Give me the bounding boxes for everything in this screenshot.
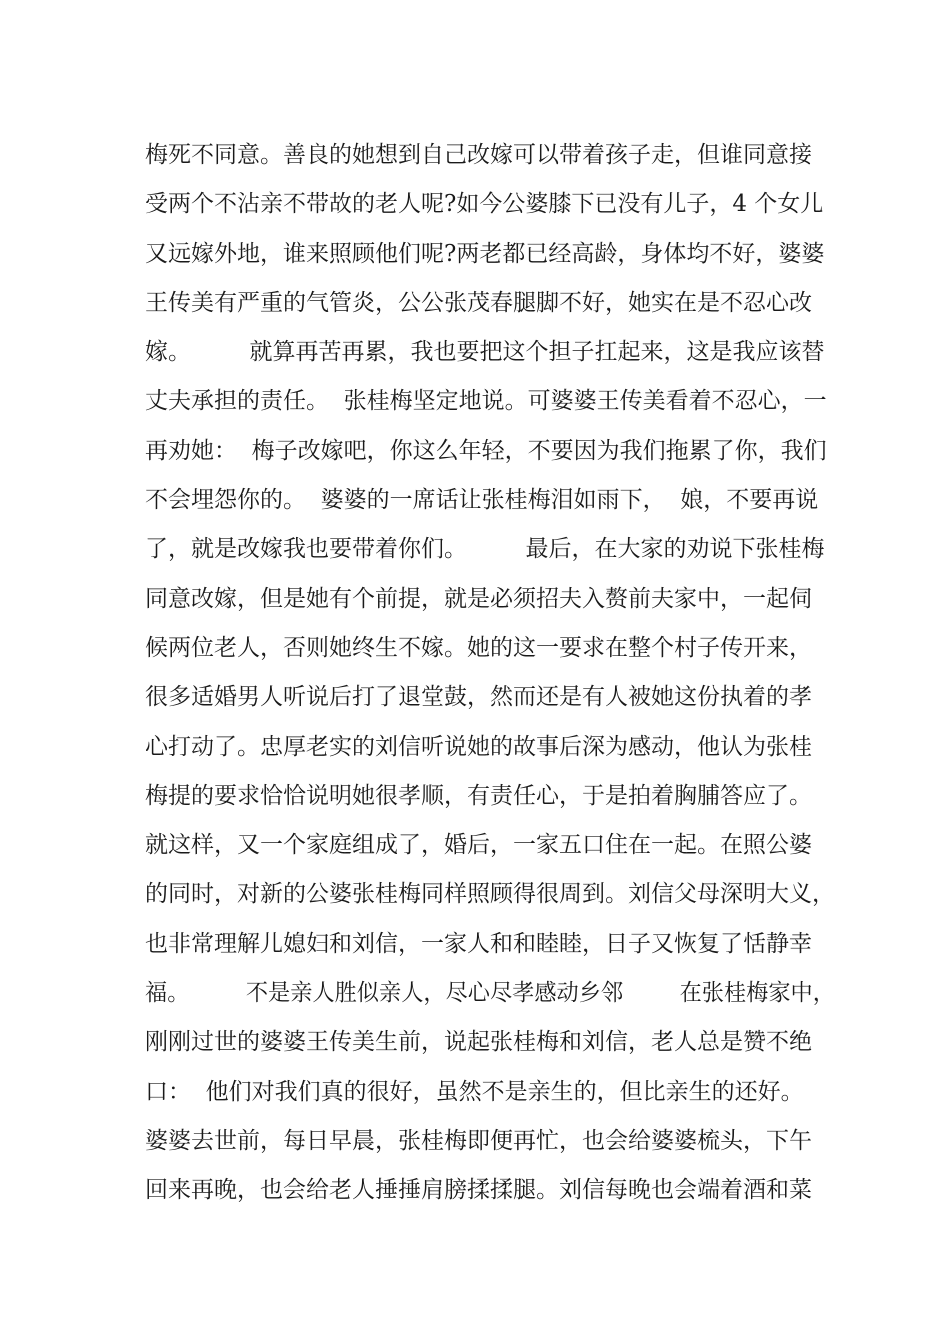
text-line: 很多适婚男人听说后打了退堂鼓，然而还是有人被她这份执着的孝 bbox=[145, 684, 812, 711]
text-line: 梅死不同意。善良的她想到自己改嫁可以带着孩子走，但谁同意接 bbox=[145, 142, 812, 168]
text-line: 同意改嫁，但是她有个前提，就是必须招夫入赘前夫家中，一起伺 bbox=[145, 585, 812, 612]
text-line: 再劝她： 梅子改嫁吧，你这么年轻，不要因为我们拖累了你，我们 bbox=[145, 437, 827, 464]
text-line: 也非常理解儿媳妇和刘信，一家人和和睦睦，日子又恢复了恬静幸 bbox=[145, 930, 812, 957]
text-line: 了，就是改嫁我也要带着你们。 最后，在大家的劝说下张桂梅 bbox=[145, 536, 825, 563]
text-line: 王传美有严重的气管炎，公公张茂春腿脚不好，她实在是不忍心改 bbox=[145, 289, 812, 316]
text-line: 嫁。 就算再苦再累，我也要把这个担子扛起来，这是我应该替 bbox=[145, 339, 825, 366]
text-line: 刚刚过世的婆婆王传美生前，说起张桂梅和刘信，老人总是赞不绝 bbox=[145, 1029, 812, 1056]
text-line: 梅提的要求恰恰说明她很孝顺，有责任心，于是拍着胸脯答应了。 bbox=[145, 782, 812, 809]
text-line: 候两位老人，否则她终生不嫁。她的这一要求在整个村子传开来， bbox=[145, 634, 812, 661]
text-line: 不会埋怨你的。 婆婆的一席话让张桂梅泪如雨下， 娘，不要再说 bbox=[145, 487, 819, 514]
text-line: 丈夫承担的责任。 张桂梅坚定地说。可婆婆王传美看着不忍心，一 bbox=[145, 388, 827, 415]
text-line: 回来再晚，也会给老人捶捶肩膀揉揉腿。刘信每晚也会端着酒和菜 bbox=[145, 1177, 812, 1204]
text-line: 口： 他们对我们真的很好，虽然不是亲生的，但比亲生的还好。 bbox=[145, 1078, 804, 1105]
text-line: 受两个不沾亲不带故的老人呢?如今公婆膝下已没有儿子，4 个女儿 bbox=[145, 191, 824, 218]
text-line: 婆婆去世前，每日早晨，张桂梅即便再忙，也会给婆婆梳头，下午 bbox=[145, 1127, 812, 1154]
text-line: 福。 不是亲人胜似亲人，尽心尽孝感动乡邻 在张桂梅家中， bbox=[145, 980, 835, 1007]
text-line: 心打动了。忠厚老实的刘信听说她的故事后深为感动，他认为张桂 bbox=[145, 733, 812, 760]
text-line: 又远嫁外地，谁来照顾他们呢?两老都已经高龄，身体均不好，婆婆 bbox=[145, 240, 825, 267]
body-text bbox=[145, 131, 835, 1216]
text-line: 的同时，对新的公婆张桂梅同样照顾得很周到。刘信父母深明大义， bbox=[145, 881, 835, 908]
text-line: 就这样，又一个家庭组成了，婚后，一家五口住在一起。在照公婆 bbox=[145, 832, 812, 859]
